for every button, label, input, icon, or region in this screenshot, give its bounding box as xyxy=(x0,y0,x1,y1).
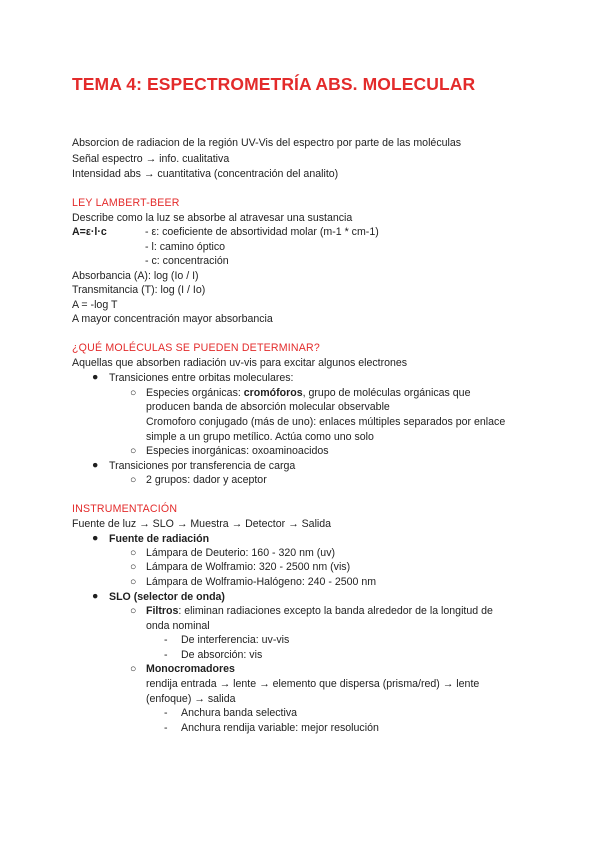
mono-item-slit: Anchura rendija variable: mejor resolución xyxy=(181,722,379,734)
bullet-circle-icon: ○ xyxy=(130,474,137,486)
molecules-desc: Aquellas que absorben radiación uv-vis para excitar algunos electrones xyxy=(72,357,408,369)
molecules-item-2: Transiciones por transferencia de carga xyxy=(109,460,296,472)
instr-heading: INSTRUMENTACIÓN xyxy=(72,503,178,515)
organic-bold: cromóforos xyxy=(243,387,303,399)
bullet-circle-icon: ○ xyxy=(130,387,137,399)
organic-post: , grupo de moléculas orgánicas que xyxy=(302,387,471,399)
lamp-tungsten: Lámpara de Wolframio: 320 - 2500 nm (vis) xyxy=(146,561,351,573)
bullet-circle-icon: ○ xyxy=(130,576,137,588)
mono-line-2: (enfoque) → salida xyxy=(146,693,236,705)
filters-line xyxy=(146,604,493,618)
instr-flow: Fuente de luz → SLO → Muestra → Detector → Salida xyxy=(72,518,332,530)
lambert-heading: LEY LAMBERT-BEER xyxy=(72,197,180,209)
lambert-formula: A=ε·l·c xyxy=(72,226,107,238)
groups-line: 2 grupos: dador y aceptor xyxy=(146,474,267,486)
organic-cont: producen banda de absorción molecular observable xyxy=(146,401,390,413)
mono-line-1: rendija entrada → lente → elemento que dispersa (prisma/red) → lente xyxy=(146,678,480,690)
filters-label: Filtros xyxy=(146,605,179,617)
conjugated-line-1: Cromoforo conjugado (más de uno): enlaces múltiples separados por enlace xyxy=(146,416,506,428)
inorganic-line: Especies inorgánicas: oxoaminoacidos xyxy=(146,445,329,457)
molecules-item-1: Transiciones entre orbitas moleculares: xyxy=(109,372,294,384)
intro-line-2: Señal espectro → info. cualitativa xyxy=(72,153,230,165)
organic-pre: Especies orgánicas: xyxy=(146,387,244,399)
conjugated-line-2: simple a un grupo metílico. Actúa como uno solo xyxy=(146,431,374,443)
slo-label: SLO (selector de onda) xyxy=(109,591,225,603)
organic-species-line xyxy=(146,386,470,400)
filters-cont: onda nominal xyxy=(146,620,210,632)
molecules-heading: ¿QUÉ MOLÉCULAS SE PUEDEN DETERMINAR? xyxy=(72,342,320,354)
lambert-term-epsilon: - ε: coeficiente de absortividad molar (m-1 * cm-1) xyxy=(145,226,379,238)
transmittance-line: Transmitancia (T): log (I / Io) xyxy=(72,284,206,296)
mono-item-bandwidth: Anchura banda selectiva xyxy=(181,707,298,719)
dash-icon: - xyxy=(164,634,168,646)
bullet-disc-icon: ● xyxy=(92,371,99,383)
dash-icon: - xyxy=(164,649,168,661)
source-label: Fuente de radiación xyxy=(109,533,210,545)
bullet-disc-icon: ● xyxy=(92,532,99,544)
filter-interference: De interferencia: uv-vis xyxy=(181,634,290,646)
bullet-disc-icon: ● xyxy=(92,590,99,602)
intro-line-1: Absorcion de radiacion de la región UV-Vis del espectro por parte de las moléculas xyxy=(72,137,462,149)
lambert-term-conc: - c: concentración xyxy=(145,255,229,267)
filter-absorption: De absorción: vis xyxy=(181,649,263,661)
lamp-tungsten-halogen: Lámpara de Wolframio-Halógeno: 240 - 2500 nm xyxy=(146,576,377,588)
dash-icon: - xyxy=(164,707,168,719)
dash-icon: - xyxy=(164,722,168,734)
mono-label: Monocromadores xyxy=(146,663,235,675)
lambert-term-length: - l: camino óptico xyxy=(145,241,226,253)
lamp-deuterium: Lámpara de Deuterio: 160 - 320 nm (uv) xyxy=(146,547,336,559)
logT-line: A = -log T xyxy=(72,299,118,311)
bullet-circle-icon: ○ xyxy=(130,605,137,617)
filters-text: : eliminan radiaciones excepto la banda alrededor de la longitud de xyxy=(178,605,493,617)
bullet-circle-icon: ○ xyxy=(130,561,137,573)
bullet-circle-icon: ○ xyxy=(130,547,137,559)
lambert-desc: Describe como la luz se absorbe al atravesar una sustancia xyxy=(72,212,353,224)
bullet-circle-icon: ○ xyxy=(130,445,137,457)
concentration-line: A mayor concentración mayor absorbancia xyxy=(72,313,273,325)
bullet-circle-icon: ○ xyxy=(130,663,137,675)
bullet-disc-icon: ● xyxy=(92,459,99,471)
absorbance-line: Absorbancia (A): log (Io / I) xyxy=(72,270,199,282)
intro-line-3: Intensidad abs → cuantitativa (concentración del analito) xyxy=(72,168,339,180)
page-title: TEMA 4: ESPECTROMETRÍA ABS. MOLECULAR xyxy=(72,74,476,94)
